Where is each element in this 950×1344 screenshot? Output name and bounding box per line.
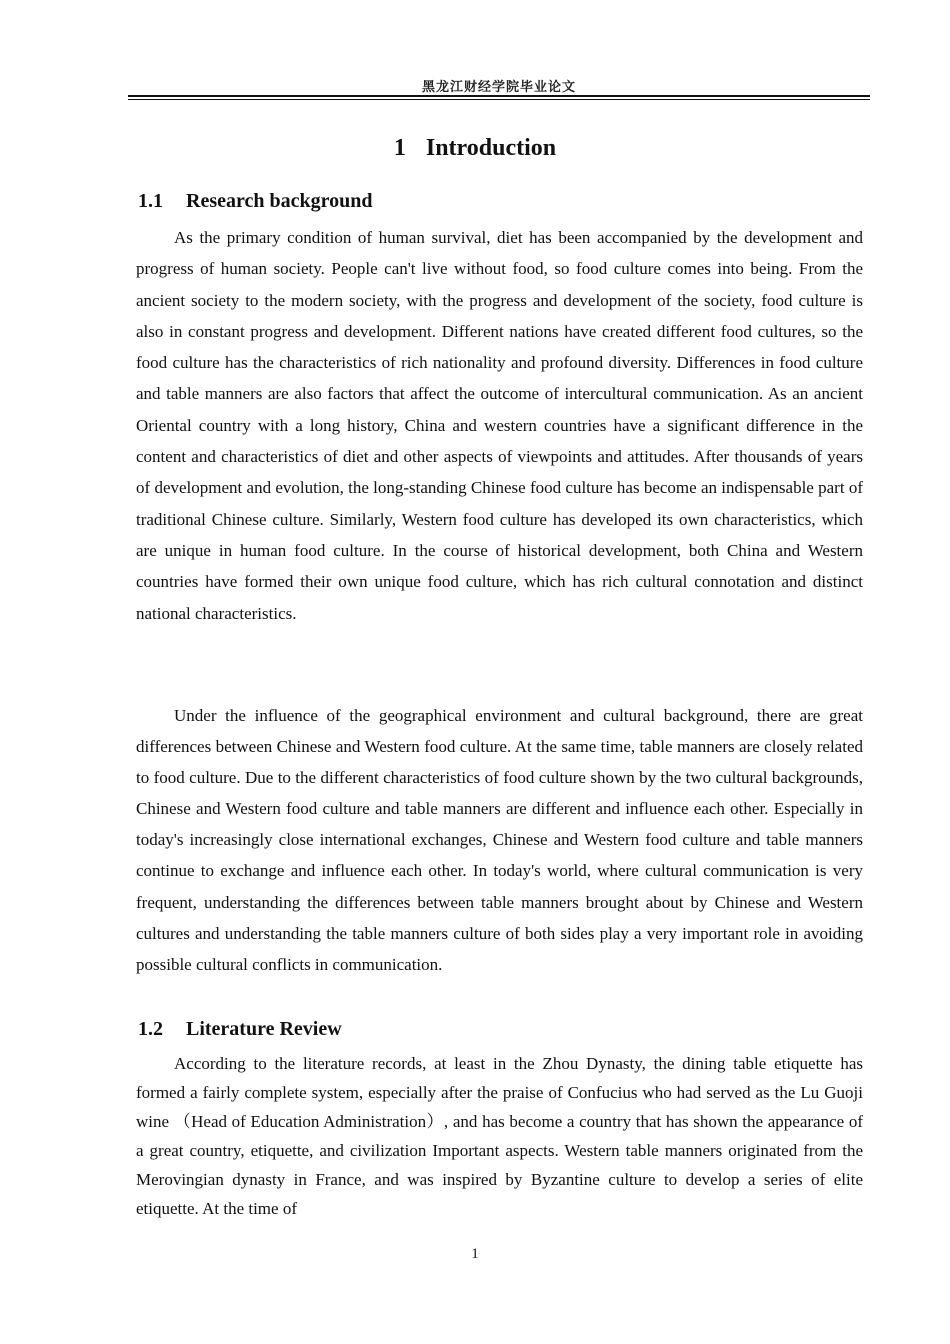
section-number: 1.2 (138, 1018, 163, 1040)
section-heading-literature-review (138, 1018, 342, 1041)
chapter-number: 1 (393, 135, 406, 161)
paragraph: As the primary condition of human survival, diet has been accompanied by the development and progress of human society. People can't live without food, so food culture comes into being. From the ancient society to the modern society, with the progress and development of the society, food culture is also in constant progress and development. Different nations have created different food cultures, so the food culture has the characteristics of rich nationality and profound diversity. Differences in food culture and table manners are also factors that affect the outcome of intercultural communication. As an ancient Oriental country with a long history, China and western countries have a significant difference in the content and characteristics of diet and other aspects of viewpoints and attitudes. After thousands of years of development and evolution, the long-standing Chinese food culture has become an indispensable part of traditional Chinese culture. Similarly, Western food culture has developed its own characteristics, which are unique in human food culture. In the course of historical development, both China and Western countries have formed their own unique food culture, which has rich cultural connotation and distinct national characteristics. (136, 228, 863, 623)
section-heading-research-background (138, 190, 373, 213)
running-header: 黑龙江财经学院毕业论文 (421, 79, 576, 94)
section-title: Literature Review (186, 1018, 342, 1040)
chapter-title: Introduction (425, 135, 557, 161)
section-number: 1.1 (138, 190, 163, 212)
paragraph: According to the literature records, at least in the Zhou Dynasty, the dining table etiquette has formed a fairly complete system, especially after the praise of Confucius who had served as the Lu Guoji wine （Head of Education Administration）, and has become a country that has shown the appearance of a great country, etiquette, and civilization Important aspects. Western table manners originated from the Merovingian dynasty in France, and was inspired by Byzantine culture to develop a series of elite etiquette. At the time of (136, 1054, 863, 1219)
page-number: 1 (471, 1246, 479, 1262)
section-title: Research background (186, 190, 373, 212)
chapter-heading (0, 135, 950, 162)
paragraph: Under the influence of the geographical environment and cultural background, there are great differences between Chinese and Western food culture. At the same time, table manners are closely related to food culture. Due to the different characteristics of food culture shown by the two cultural backgrounds, Chinese and Western food culture and table manners are different and influence each other. Especially in today's increasingly close international exchanges, Chinese and Western food culture and table manners continue to exchange and influence each other. In today's world, where cultural communication is very frequent, understanding the differences between table manners brought about by Chinese and Western cultures and understanding the table manners culture of both sides play a very important role in avoiding possible cultural conflicts in communication. (136, 706, 863, 974)
header-rule-thin (128, 99, 870, 100)
header-rule-thick (128, 95, 870, 97)
